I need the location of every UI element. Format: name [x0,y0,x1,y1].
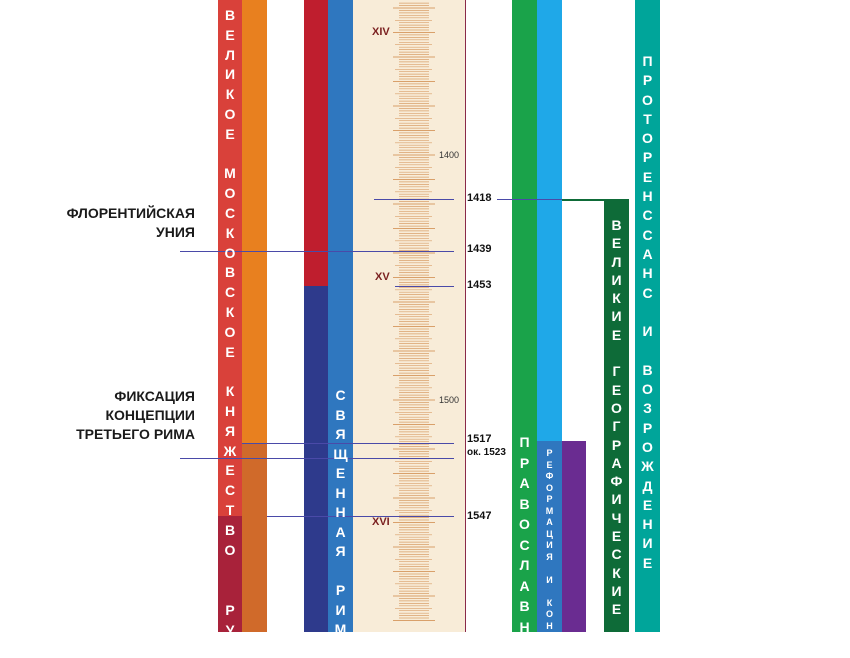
purple-band [562,441,586,632]
holy-roman-empire-label: С В Я Щ Е Н Н А Я Р И М [333,387,348,637]
century-xiv: XIV [372,26,390,38]
orange-band-lower [242,443,267,632]
florentine-union-line-2: УНИЯ [156,224,195,240]
reformation-label: Р Е Ф О Р М А Ц И Я И К О Н Т [545,448,554,642]
year-1453: 1453 [467,279,492,291]
rus-label: Р У [225,602,235,638]
century-xv: XV [375,271,390,283]
florentine-union-line-1: ФЛОРЕНТИЙСКАЯ [66,205,195,221]
line-1418 [374,199,454,200]
orange-band-upper [242,0,267,443]
orthodoxy-label: П Р А В О С Л А В Н А [519,434,530,655]
century-xvi: XVI [372,516,390,528]
third-rome-line-1: ФИКСАЦИЯ [114,388,195,404]
sky-band [537,0,562,441]
year-1523: ок. 1523 [467,447,506,458]
line-1547 [267,516,454,517]
line-1453 [395,286,454,287]
florentine-union-label [67,204,195,242]
year-1418: 1418 [467,192,492,204]
line-1418-geo [562,199,604,201]
scale-1400: 1400 [439,150,460,160]
geographic-discoveries-label: В Е Л И К И Е Г Е О Г Р А Ф И Ч Е С К И Е О [610,217,623,654]
year-1547: 1547 [467,510,492,522]
scale-ticks [353,0,465,632]
year-1439: 1439 [467,243,492,255]
crimson-band [304,0,328,286]
third-rome-line-3: ТРЕТЬЕГО РИМА [76,426,195,442]
renaissance-label: П Р О Т О Р Е Н С С А Н С И В О З Р О Ж Д Е Н И Е [641,53,654,571]
moscow-principality-label: В Е Л И К О Е М О С К О В С К О Е К Н Я Ж Е С Т В О [223,7,237,558]
scale-1500: 1500 [439,395,460,405]
year-1517: 1517 [467,433,492,445]
third-rome-line-2: КОНЦЕПЦИИ [105,407,195,423]
third-rome-label [76,387,195,444]
navy-band [304,286,328,632]
